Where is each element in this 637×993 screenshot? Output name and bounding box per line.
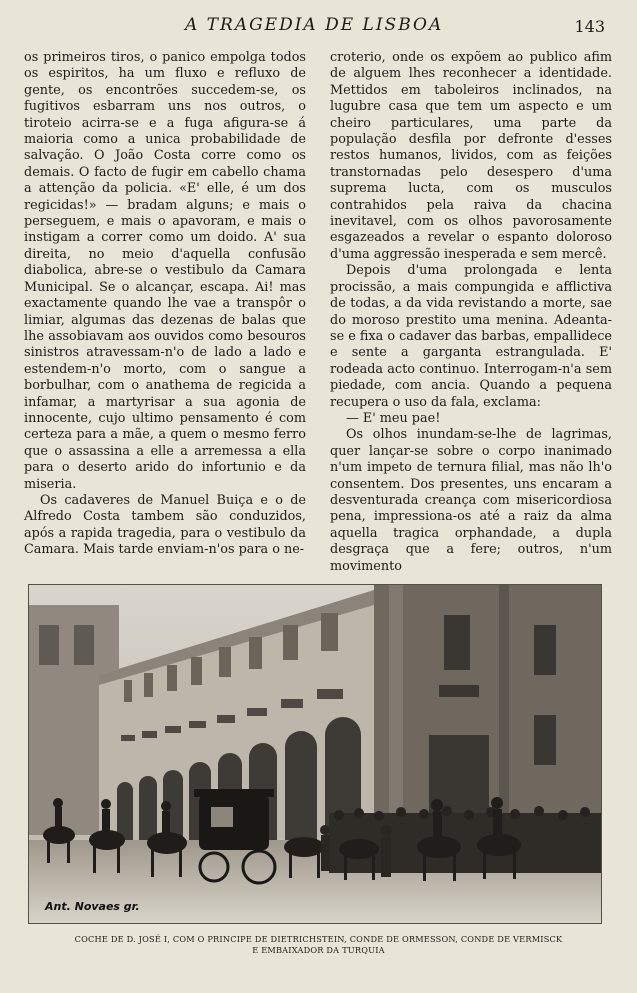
paragraph: croterio, onde os expõem ao publico afim de alguem lhes reconhecer a identidade. Mettidos em taboleiros inclinados, na lugubre casa que tem um aspecto e um cheiro particulares, uma parte da população desfila por defronte d'esses restos humanos, lividos, com as feições transtornadas pelo desespero d'uma suprema lucta, com os musculos contrahidos pela raiva da chacina inevitavel, com os olhos pavorosamente esgazeados a revelar o espanto doloroso d'uma aggressão inesperada e sem mercê. <box>330 50 612 262</box>
photographer-signature: Ant. Novaes gr. <box>45 900 140 913</box>
caption-line: E EMBAIXADOR DA TURQUIA <box>252 945 385 955</box>
paragraph: Os cadaveres de Manuel Buiça e o de Alfredo Costa tambem são conduzidos, após a rapida tragedia, para o vestibulo da Camara. Mais tarde enviam-n'os para o ne- <box>24 492 306 558</box>
paragraph: Os olhos inundam-se-lhe de lagrimas, quer lançar-se sobre o corpo inanimado n'um impeto de ternura filial, mas não lh'o consentem. Dos presentes, uns encaram a desventurada creança com misericordiosa pena, impressiona-os até a raiz da alma aquella tragica orphandade, a dupla desgraça que a fere; outros, n'um movimento <box>330 427 612 574</box>
paragraph: Depois d'uma prolongada e lenta procissão, a mais compungida e afflictiva de todas, a da vida revistando a morte, sae do moroso prestito uma menina. Adeanta-se e fixa o cadaver das barbas, empallidece e sente a garganta estrangulada. E' rodeada acto continuo. Interrogam-n'a sem piedade, com ancia. Quando a pequena recupera o uso da fala, exclama: <box>330 263 612 410</box>
photograph-royal-coach <box>28 584 602 924</box>
caption-line: COCHE DE D. JOSÉ I, COM O PRINCIPE DE DIETRICHSTEIN, CONDE DE ORMESSON, CONDE DE VERMISCK <box>74 934 563 944</box>
right-column <box>330 50 612 575</box>
left-column <box>24 50 306 559</box>
page-number: 143 <box>574 17 605 36</box>
paragraph: os primeiros tiros, o panico empolga todos os espiritos, ha um fluxo e refluxo de gente, os encontrões succedem-se, os fugitivos esbarram uns nos outros, o tiroteio acirra-se e a fuga afigura-se á maioria como a unica probabilidade de salvação. O João Costa corre como os demais. O facto de fugir em cabello chama a attenção da policia. «E' elle, é um dos regicidas!» — bradam alguns; e mais o perseguem, e mais o apavoram, e mais o instigam a correr como um doido. A' sua direita, no meio d'aquella confusão diabolica, abre-se o vestibulo da Camara Municipal. Se o alcançar, escapa. Ai! mas exactamente quando lhe vae a transpôr o limiar, algumas das dezenas de balas que lhe assobiavam aos ouvidos como besouros sinistros atravessam-n'o de lado a lado e estendem-n'o morto, com o sangue a borbulhar, com o anathema de regicida a infamar, a martyrisar a sua agonia de innocente, cujo ultimo pensamento é com certeza para a mãe, a quem o mesmo ferro que o assassina a elle a arremessa a ella para o deserto arido do infortunio e da miseria. <box>24 50 306 492</box>
photo-caption <box>40 934 597 956</box>
dialogue-line: — E' meu pae! <box>346 410 441 426</box>
running-title: A TRAGEDIA DE LISBOA <box>185 15 444 35</box>
page-header <box>0 13 637 39</box>
photo-illustration <box>29 585 601 923</box>
